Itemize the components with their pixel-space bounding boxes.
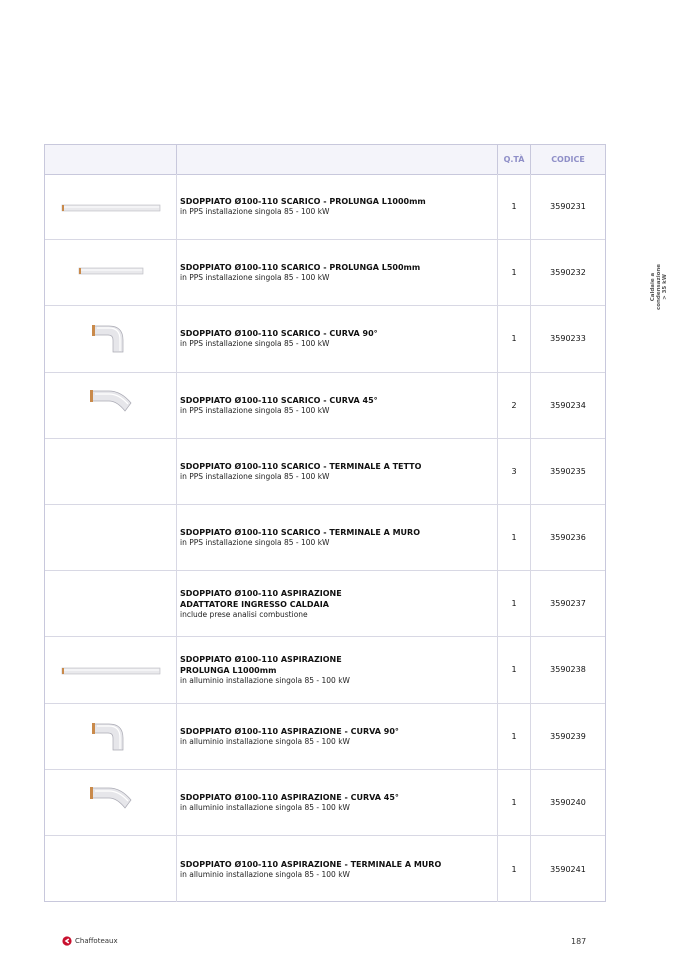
product-description-cell <box>177 571 498 636</box>
product-qty: 3 <box>498 439 531 504</box>
product-qty: 1 <box>498 306 531 371</box>
table-row <box>45 770 605 836</box>
table-row <box>45 373 605 439</box>
product-title: SDOPPIATO Ø100-110 SCARICO - TERMINALE A TETTO <box>180 461 422 471</box>
product-image <box>87 784 159 818</box>
side-tab-label: Caldaie a condensazione > 35 kW <box>650 263 668 311</box>
product-code: 3590235 <box>550 466 586 476</box>
table-row <box>45 704 605 770</box>
product-subtitle: in PPS installazione singola 85 - 100 kW <box>180 471 330 481</box>
product-image <box>61 198 161 217</box>
product-code: 3590232 <box>550 268 586 278</box>
table-row <box>45 174 605 240</box>
product-image <box>61 661 161 680</box>
product-title: SDOPPIATO Ø100-110 SCARICO - PROLUNGA L1000mm <box>180 197 426 207</box>
product-qty: 1 <box>498 571 531 636</box>
product-subtitle: in alluminio installazione singola 85 - 100 kW <box>180 736 350 746</box>
product-image-cell <box>45 704 177 769</box>
product-qty: 1 <box>498 505 531 570</box>
product-subtitle: in PPS installazione singola 85 - 100 kW <box>180 405 330 415</box>
product-subtitle: in PPS installazione singola 85 - 100 kW <box>180 207 330 217</box>
page-number: 187 <box>571 937 587 946</box>
product-qty: 1 <box>498 240 531 305</box>
product-code: 3590233 <box>550 334 586 344</box>
product-code: 3590240 <box>550 797 586 807</box>
product-description-cell <box>177 306 498 371</box>
product-subtitle: in PPS installazione singola 85 - 100 kW <box>180 273 330 283</box>
product-title: SDOPPIATO Ø100-110 SCARICO - PROLUNGA L500mm <box>180 263 421 273</box>
product-subtitle: in PPS installazione singola 85 - 100 kW <box>180 339 330 349</box>
products-table <box>44 144 606 902</box>
product-title: SDOPPIATO Ø100-110 ASPIRAZIONE - CURVA 45° <box>180 792 399 802</box>
table-row <box>45 306 605 372</box>
product-title: SDOPPIATO Ø100-110 ASPIRAZIONE ADATTATORE INGRESSO CALDAIA <box>180 588 342 609</box>
product-title: SDOPPIATO Ø100-110 ASPIRAZIONE - CURVA 90° <box>180 726 399 736</box>
side-tab <box>649 262 669 312</box>
product-title: SDOPPIATO Ø100-110 ASPIRAZIONE - TERMINALE A MURO <box>180 859 442 869</box>
product-description-cell <box>177 637 498 702</box>
product-image <box>87 387 159 421</box>
product-subtitle: in alluminio installazione singola 85 - 100 kW <box>180 869 350 879</box>
brand-name: Chaffoteaux <box>75 937 118 945</box>
table-row <box>45 439 605 505</box>
product-code: 3590241 <box>550 864 586 874</box>
product-image-cell <box>45 571 177 636</box>
table-row <box>45 571 605 637</box>
header-qty: Q.TÀ <box>498 145 531 174</box>
product-code: 3590234 <box>550 400 586 410</box>
product-image-cell <box>45 770 177 835</box>
elbow-45-image <box>87 387 159 417</box>
product-subtitle: include prese analisi combustione <box>180 609 308 619</box>
product-image <box>89 320 129 358</box>
product-code: 3590239 <box>550 731 586 741</box>
brand-logo <box>62 936 118 946</box>
short-pipe-image <box>78 266 144 276</box>
product-image-cell <box>45 637 177 702</box>
extension-pipe-image <box>61 666 161 676</box>
product-description-cell <box>177 704 498 769</box>
product-description-cell <box>177 505 498 570</box>
header-code: CODICE <box>551 155 585 164</box>
product-qty: 1 <box>498 637 531 702</box>
elbow-90-image <box>89 320 129 354</box>
product-image-cell <box>45 240 177 305</box>
chaffoteaux-logo-icon <box>62 936 72 946</box>
table-row <box>45 637 605 703</box>
product-image-cell <box>45 505 177 570</box>
product-code: 3590238 <box>550 665 586 675</box>
product-description-cell <box>177 240 498 305</box>
product-image-cell <box>45 174 177 239</box>
product-code: 3590237 <box>550 599 586 609</box>
product-title: SDOPPIATO Ø100-110 SCARICO - CURVA 45° <box>180 395 378 405</box>
header-description-col <box>177 145 498 174</box>
elbow-45-image <box>87 784 159 814</box>
product-code: 3590236 <box>550 533 586 543</box>
product-qty: 1 <box>498 770 531 835</box>
product-image <box>78 261 144 280</box>
product-description-cell <box>177 770 498 835</box>
product-title: SDOPPIATO Ø100-110 ASPIRAZIONE PROLUNGA L1000mm <box>180 654 342 675</box>
table-row <box>45 505 605 571</box>
product-image <box>89 718 129 756</box>
product-image-cell <box>45 439 177 504</box>
product-code: 3590231 <box>550 202 586 212</box>
product-image-cell <box>45 306 177 371</box>
product-subtitle: in alluminio installazione singola 85 - 100 kW <box>180 802 350 812</box>
table-row <box>45 240 605 306</box>
product-qty: 1 <box>498 174 531 239</box>
product-qty: 1 <box>498 836 531 902</box>
product-qty: 2 <box>498 373 531 438</box>
table-row <box>45 836 605 902</box>
product-subtitle: in alluminio installazione singola 85 - 100 kW <box>180 675 350 685</box>
extension-pipe-image <box>61 203 161 213</box>
product-description-cell <box>177 373 498 438</box>
product-description-cell <box>177 174 498 239</box>
product-image-cell <box>45 373 177 438</box>
product-qty: 1 <box>498 704 531 769</box>
product-description-cell <box>177 836 498 902</box>
elbow-90-image <box>89 718 129 752</box>
product-subtitle: in PPS installazione singola 85 - 100 kW <box>180 538 330 548</box>
product-title: SDOPPIATO Ø100-110 SCARICO - TERMINALE A MURO <box>180 528 420 538</box>
product-image-cell <box>45 836 177 902</box>
product-title: SDOPPIATO Ø100-110 SCARICO - CURVA 90° <box>180 329 378 339</box>
product-description-cell <box>177 439 498 504</box>
header-image-col <box>45 145 177 174</box>
table-header <box>45 145 605 175</box>
